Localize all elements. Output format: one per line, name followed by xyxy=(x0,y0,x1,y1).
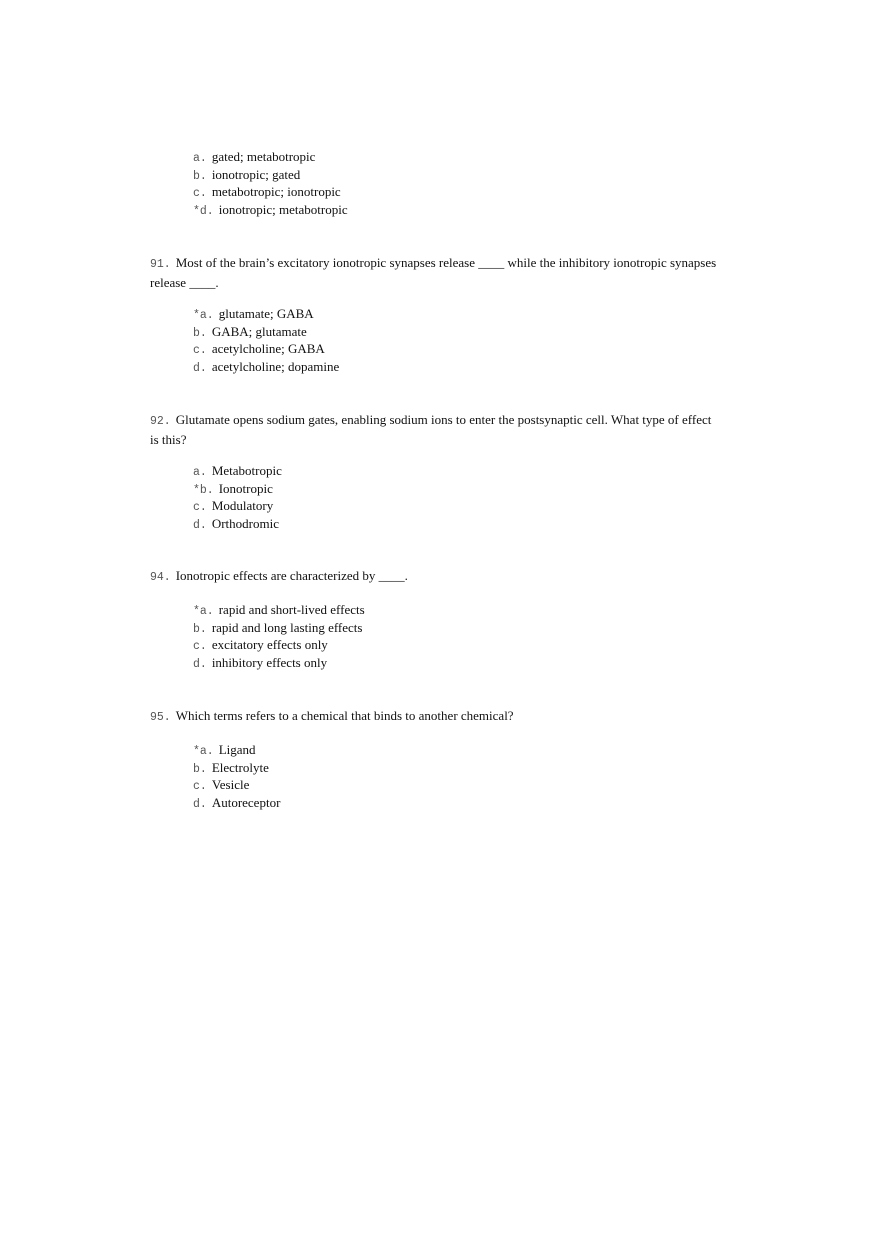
answer-choice xyxy=(193,776,280,794)
answer-choice xyxy=(193,305,339,323)
answer-choice xyxy=(193,166,348,184)
answer-choice xyxy=(193,601,365,619)
choice-text: excitatory effects only xyxy=(211,637,328,653)
answer-choice xyxy=(193,323,339,341)
answer-choice xyxy=(193,462,282,480)
answer-choices xyxy=(193,305,339,375)
choice-text: glutamate; GABA xyxy=(218,306,314,321)
choice-letter: d. xyxy=(193,361,207,375)
choice-text: inhibitory effects only xyxy=(211,654,328,670)
answer-choice xyxy=(193,340,339,358)
choice-letter: b. xyxy=(193,622,207,636)
choice-text: Electrolyte xyxy=(211,759,269,775)
answer-choice xyxy=(193,654,365,672)
choice-letter: c. xyxy=(193,344,207,358)
choice-letter: c. xyxy=(193,501,207,515)
choice-text: acetylcholine; dopamine xyxy=(211,358,340,374)
question-text: Most of the brain’s excitatory ionotropic synapses release ____ while the inhibitory ionotropic synapses release ____. xyxy=(150,255,717,290)
choice-text: rapid and long lasting effects xyxy=(211,619,363,635)
choice-text: gated; metabotropic xyxy=(211,149,316,164)
choice-text: Modulatory xyxy=(211,498,274,514)
choice-letter: b. xyxy=(193,326,207,340)
answer-choice xyxy=(193,148,348,166)
question-stem xyxy=(150,567,720,587)
choice-text: ionotropic; metabotropic xyxy=(218,201,348,217)
answer-choices xyxy=(193,462,282,532)
answer-choice xyxy=(193,480,282,498)
answer-choice xyxy=(193,741,280,759)
question-stem xyxy=(150,411,720,448)
answer-choice xyxy=(193,636,365,654)
choice-letter: b. xyxy=(193,169,207,183)
choice-letter: d. xyxy=(193,657,207,671)
answer-choice xyxy=(193,515,282,533)
question-text: Which terms refers to a chemical that binds to another chemical? xyxy=(175,708,514,723)
choice-text: Autoreceptor xyxy=(211,794,281,810)
choice-letter: b. xyxy=(193,762,207,776)
choice-text: ionotropic; gated xyxy=(211,166,301,182)
choice-text: Ionotropic xyxy=(218,480,273,496)
choice-text: GABA; glutamate xyxy=(211,323,307,339)
choice-letter: c. xyxy=(193,780,207,794)
answer-choices xyxy=(193,601,365,671)
choice-letter: c. xyxy=(193,187,207,201)
choice-letter: a. xyxy=(193,466,207,479)
question-number: 94. xyxy=(150,571,171,584)
answer-choice xyxy=(193,619,365,637)
question-text: Ionotropic effects are characterized by ____. xyxy=(175,568,408,583)
answer-choice xyxy=(193,201,348,219)
choice-text: Metabotropic xyxy=(211,463,282,478)
choice-text: metabotropic; ionotropic xyxy=(211,184,341,200)
question-stem xyxy=(150,707,720,727)
answer-choice xyxy=(193,759,280,777)
question-text: Glutamate opens sodium gates, enabling sodium ions to enter the postsynaptic cell. What type of effect is this? xyxy=(150,412,712,447)
choice-letter: *a. xyxy=(193,745,214,758)
question-number: 91. xyxy=(150,258,171,271)
answer-choice xyxy=(193,183,348,201)
choice-letter: c. xyxy=(193,640,207,654)
choice-text: Orthodromic xyxy=(211,515,279,531)
choice-letter: *d. xyxy=(193,204,214,218)
answer-choice xyxy=(193,358,339,376)
choice-letter: d. xyxy=(193,518,207,532)
answer-choice xyxy=(193,497,282,515)
choice-text: Vesicle xyxy=(211,777,250,793)
choice-text: rapid and short-lived effects xyxy=(218,602,365,617)
answer-choices xyxy=(193,148,348,218)
question-number: 92. xyxy=(150,415,171,428)
question-stem xyxy=(150,254,720,291)
answer-choices xyxy=(193,741,280,811)
choice-letter: *b. xyxy=(193,483,214,497)
choice-letter: a. xyxy=(193,152,207,165)
question-number: 95. xyxy=(150,711,171,724)
choice-text: Ligand xyxy=(218,742,256,757)
choice-letter: *a. xyxy=(193,605,214,618)
choice-text: acetylcholine; GABA xyxy=(211,341,325,357)
choice-letter: d. xyxy=(193,797,207,811)
answer-choice xyxy=(193,794,280,812)
choice-letter: *a. xyxy=(193,309,214,322)
